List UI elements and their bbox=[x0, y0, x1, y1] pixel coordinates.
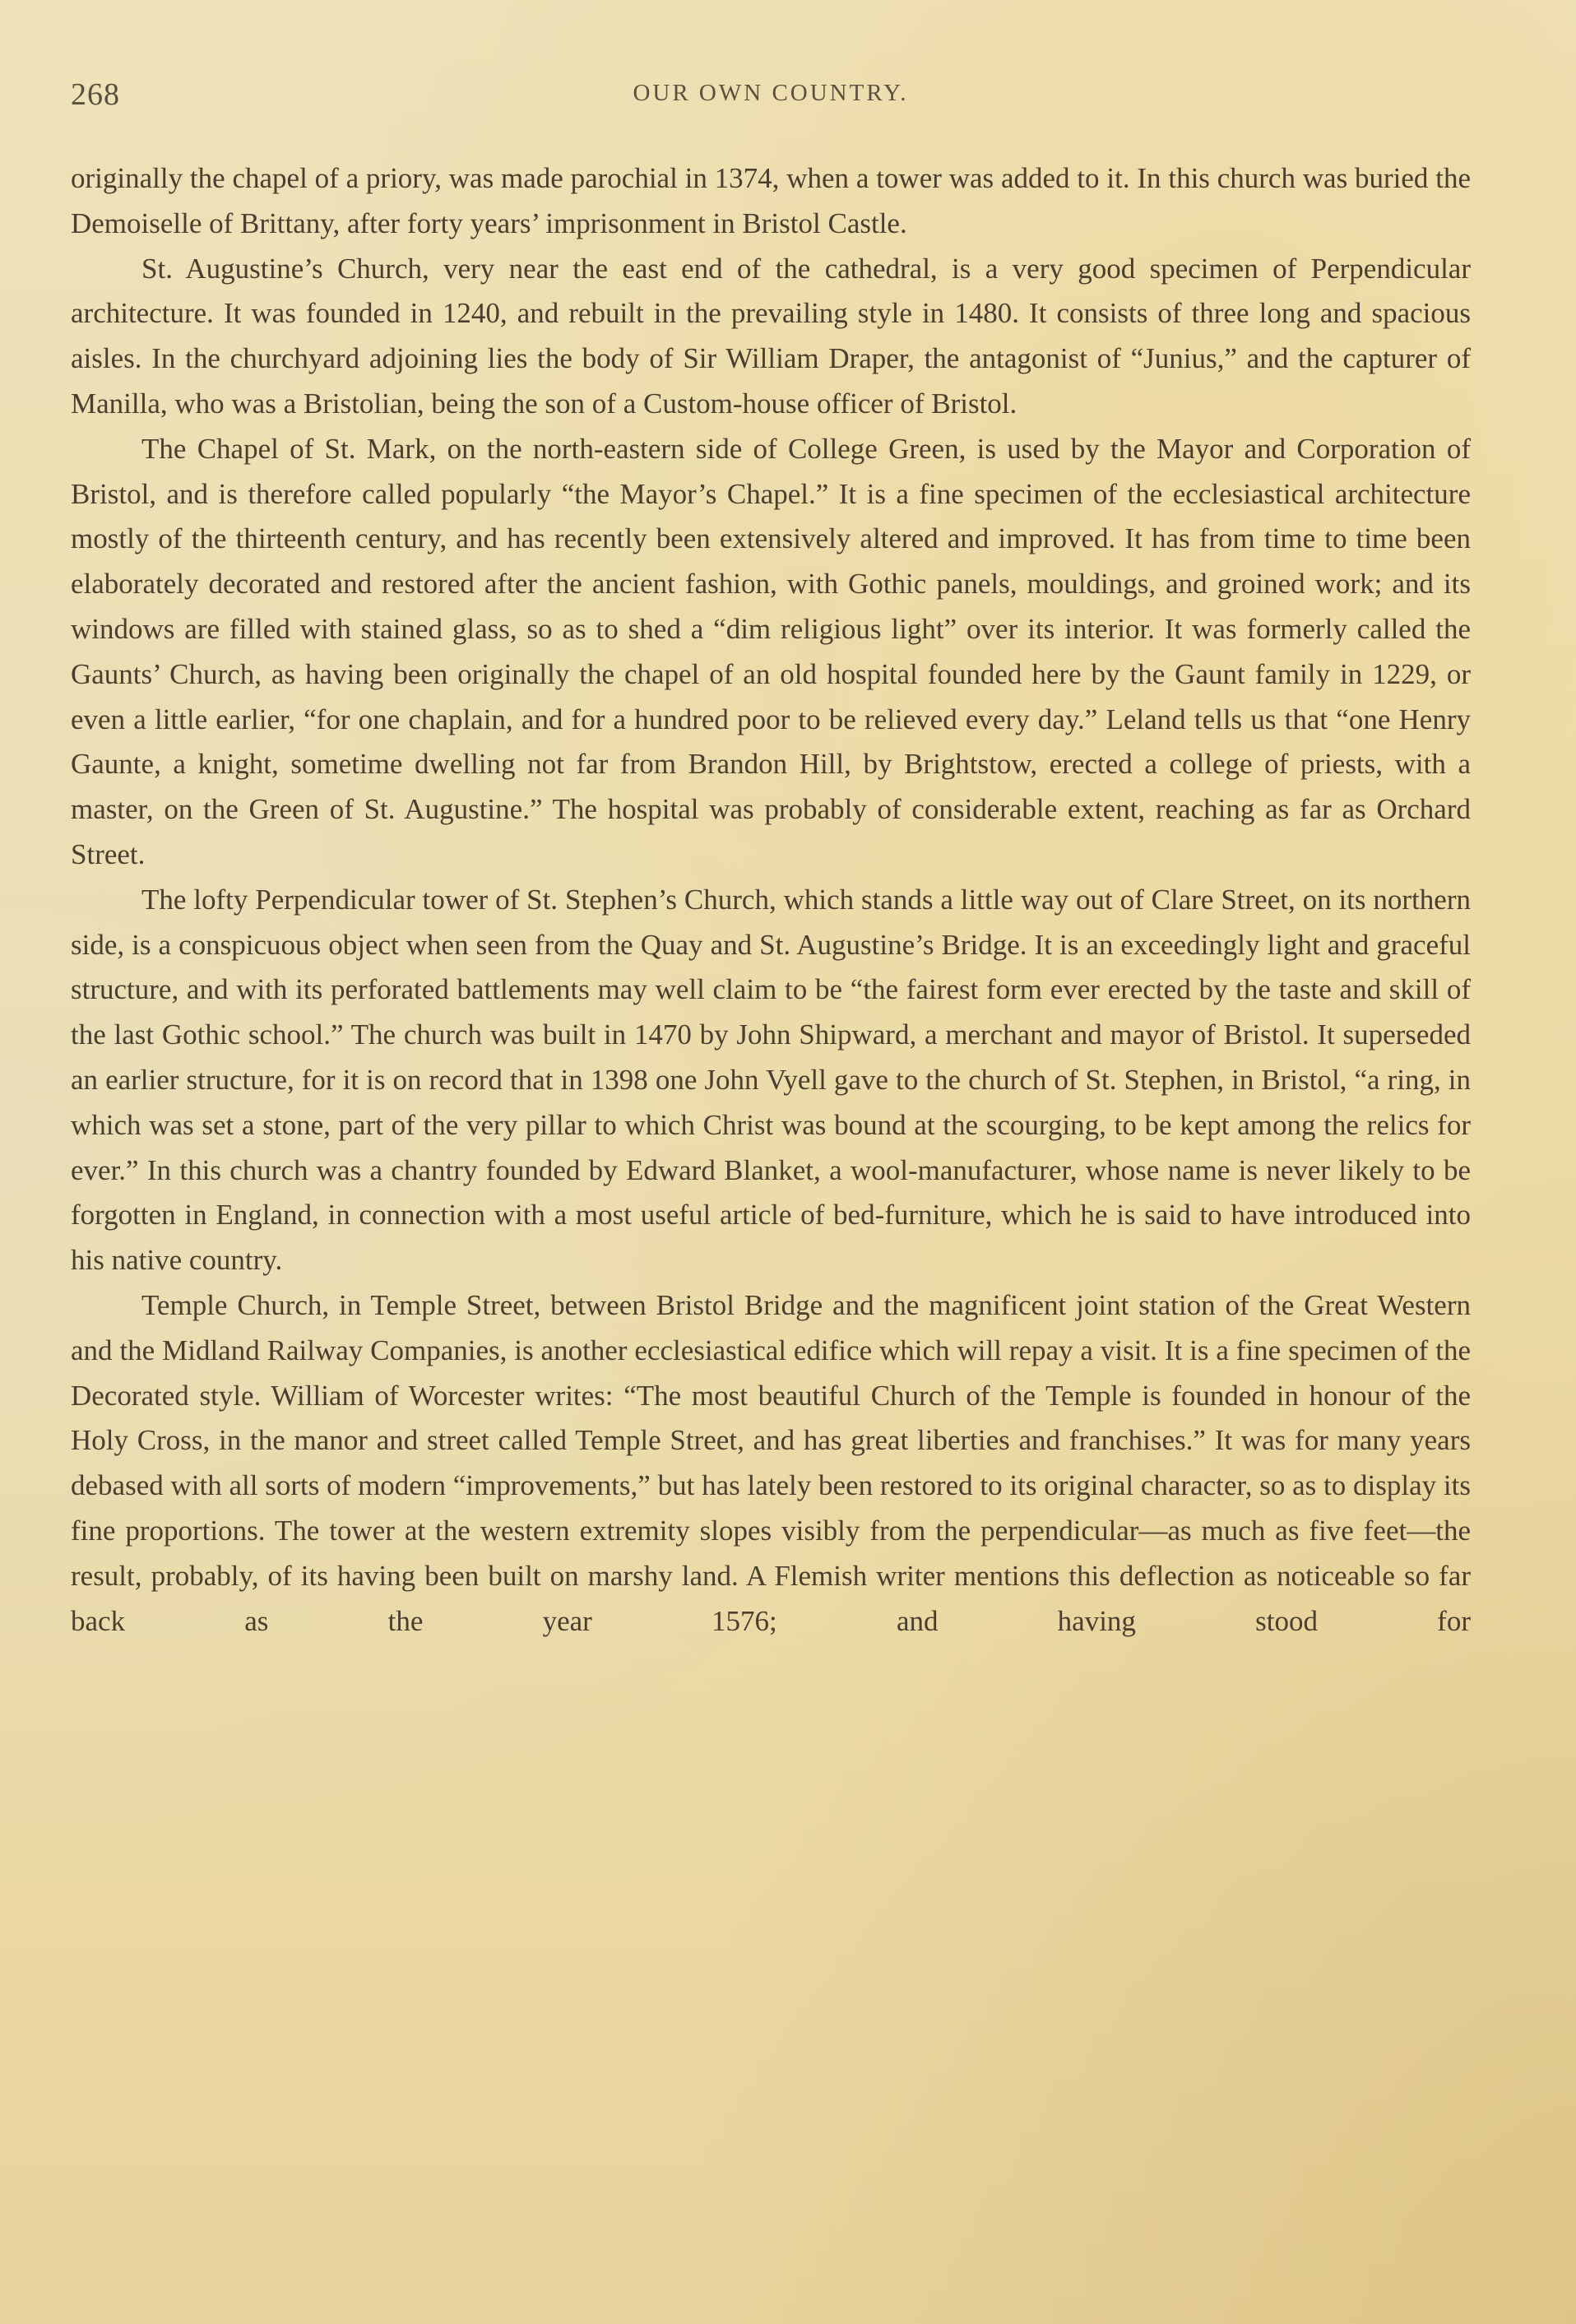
running-head bbox=[71, 77, 1471, 118]
page-number: 268 bbox=[71, 77, 120, 112]
paragraph-st-augustines-church: St. Augustine’s Church, very near the east end of the cathedral, is a very good specimen of Perpendicular architecture. It was founded in 1240, and rebuilt in the prevailing style in 1480. It consists of three long and spacious aisles. In the churchyard adjoining lies the body of Sir William Draper, the antagonist of “Junius,” and the capturer of Manilla, who was a Bristolian, being the son of a Custom-house officer of Bristol. bbox=[71, 252, 1471, 420]
paragraph-st-stephens-church: The lofty Perpendicular tower of St. Stephen’s Church, which stands a little way out of Clare Street, on its northern side, is a conspicuous object when seen from the Quay and St. Augustine’s Bridge. It is an exceedingly light and graceful structure, and with its perforated battlements may well claim to be “the fairest form ever erected by the taste and skill of the last Gothic school.” The church was built in 1470 by John Shipward, a merchant and mayor of Bristol. It superseded an earlier structure, for it is on record that in 1398 one John Vyell gave to the church of St. Stephen, in Bristol, “a ring, in which was set a stone, part of the very pillar to which Christ was bound at the scourging, to be kept among the relics for ever.” In this church was a chantry founded by Edward Blanket, a wool-manufacturer, whose name is never likely to be forgotten in England, in connection with a most useful article of bed-furniture, which he is said to have introduced into his native country. bbox=[71, 883, 1471, 1277]
body-text bbox=[71, 156, 1471, 1644]
paragraph-chapel-of-st-mark: The Chapel of St. Mark, on the north-eastern side of College Green, is used by the Mayor and Corporation of Bristol, and is therefore called popularly “the Mayor’s Chapel.” It is a fine specimen of the ecclesiastical architecture mostly of the thirteenth century, and has recently been extensively altered and improved. It has from time to time been elaborately decorated and restored after the ancient fashion, with Gothic panels, mouldings, and groined work; and its windows are filled with stained glass, so as to shed a “dim religious light” over its interior. It was formerly called the Gaunts’ Church, as having been originally the chapel of an old hospital founded here by the Gaunt family in 1229, or even a little earlier, “for one chaplain, and for a hundred poor to be relieved every day.” Leland tells us that “one Henry Gaunte, a knight, sometime dwelling not far from Brandon Hill, by Brightstow, erected a college of priests, with a master, on the Green of St. Augustine.” The hospital was probably of considerable extent, reaching as far as Orchard Street. bbox=[71, 432, 1471, 870]
paragraph-priory-continuation: originally the chapel of a priory, was made parochial in 1374, when a tower was added to it. In this church was buried the Demoiselle of Brittany, after forty years’ imprisonment in Bristol Castle. bbox=[71, 162, 1471, 239]
running-title: OUR OWN COUNTRY. bbox=[633, 80, 909, 106]
paragraph-temple-church: Temple Church, in Temple Street, between Bristol Bridge and the magnificent joint station of the Great Western and the Midland Railway Companies, is another ecclesiastical edifice which will repay a visit. It is a fine specimen of the Decorated style. William of Worcester writes: “The most beautiful Church of the Temple is founded in honour of the Holy Cross, in the manor and street called Temple Street, and has great liberties and franchises.” It was for many years debased with all sorts of modern “improvements,” but has lately been restored to its original character, so as to display its fine proportions. The tower at the western extremity slopes visibly from the perpendicular—as much as five feet—the result, probably, of its having been built on marshy land. A Flemish writer mentions this deflection as noticeable so far back as the year 1576; and having stood for bbox=[71, 1288, 1471, 1637]
